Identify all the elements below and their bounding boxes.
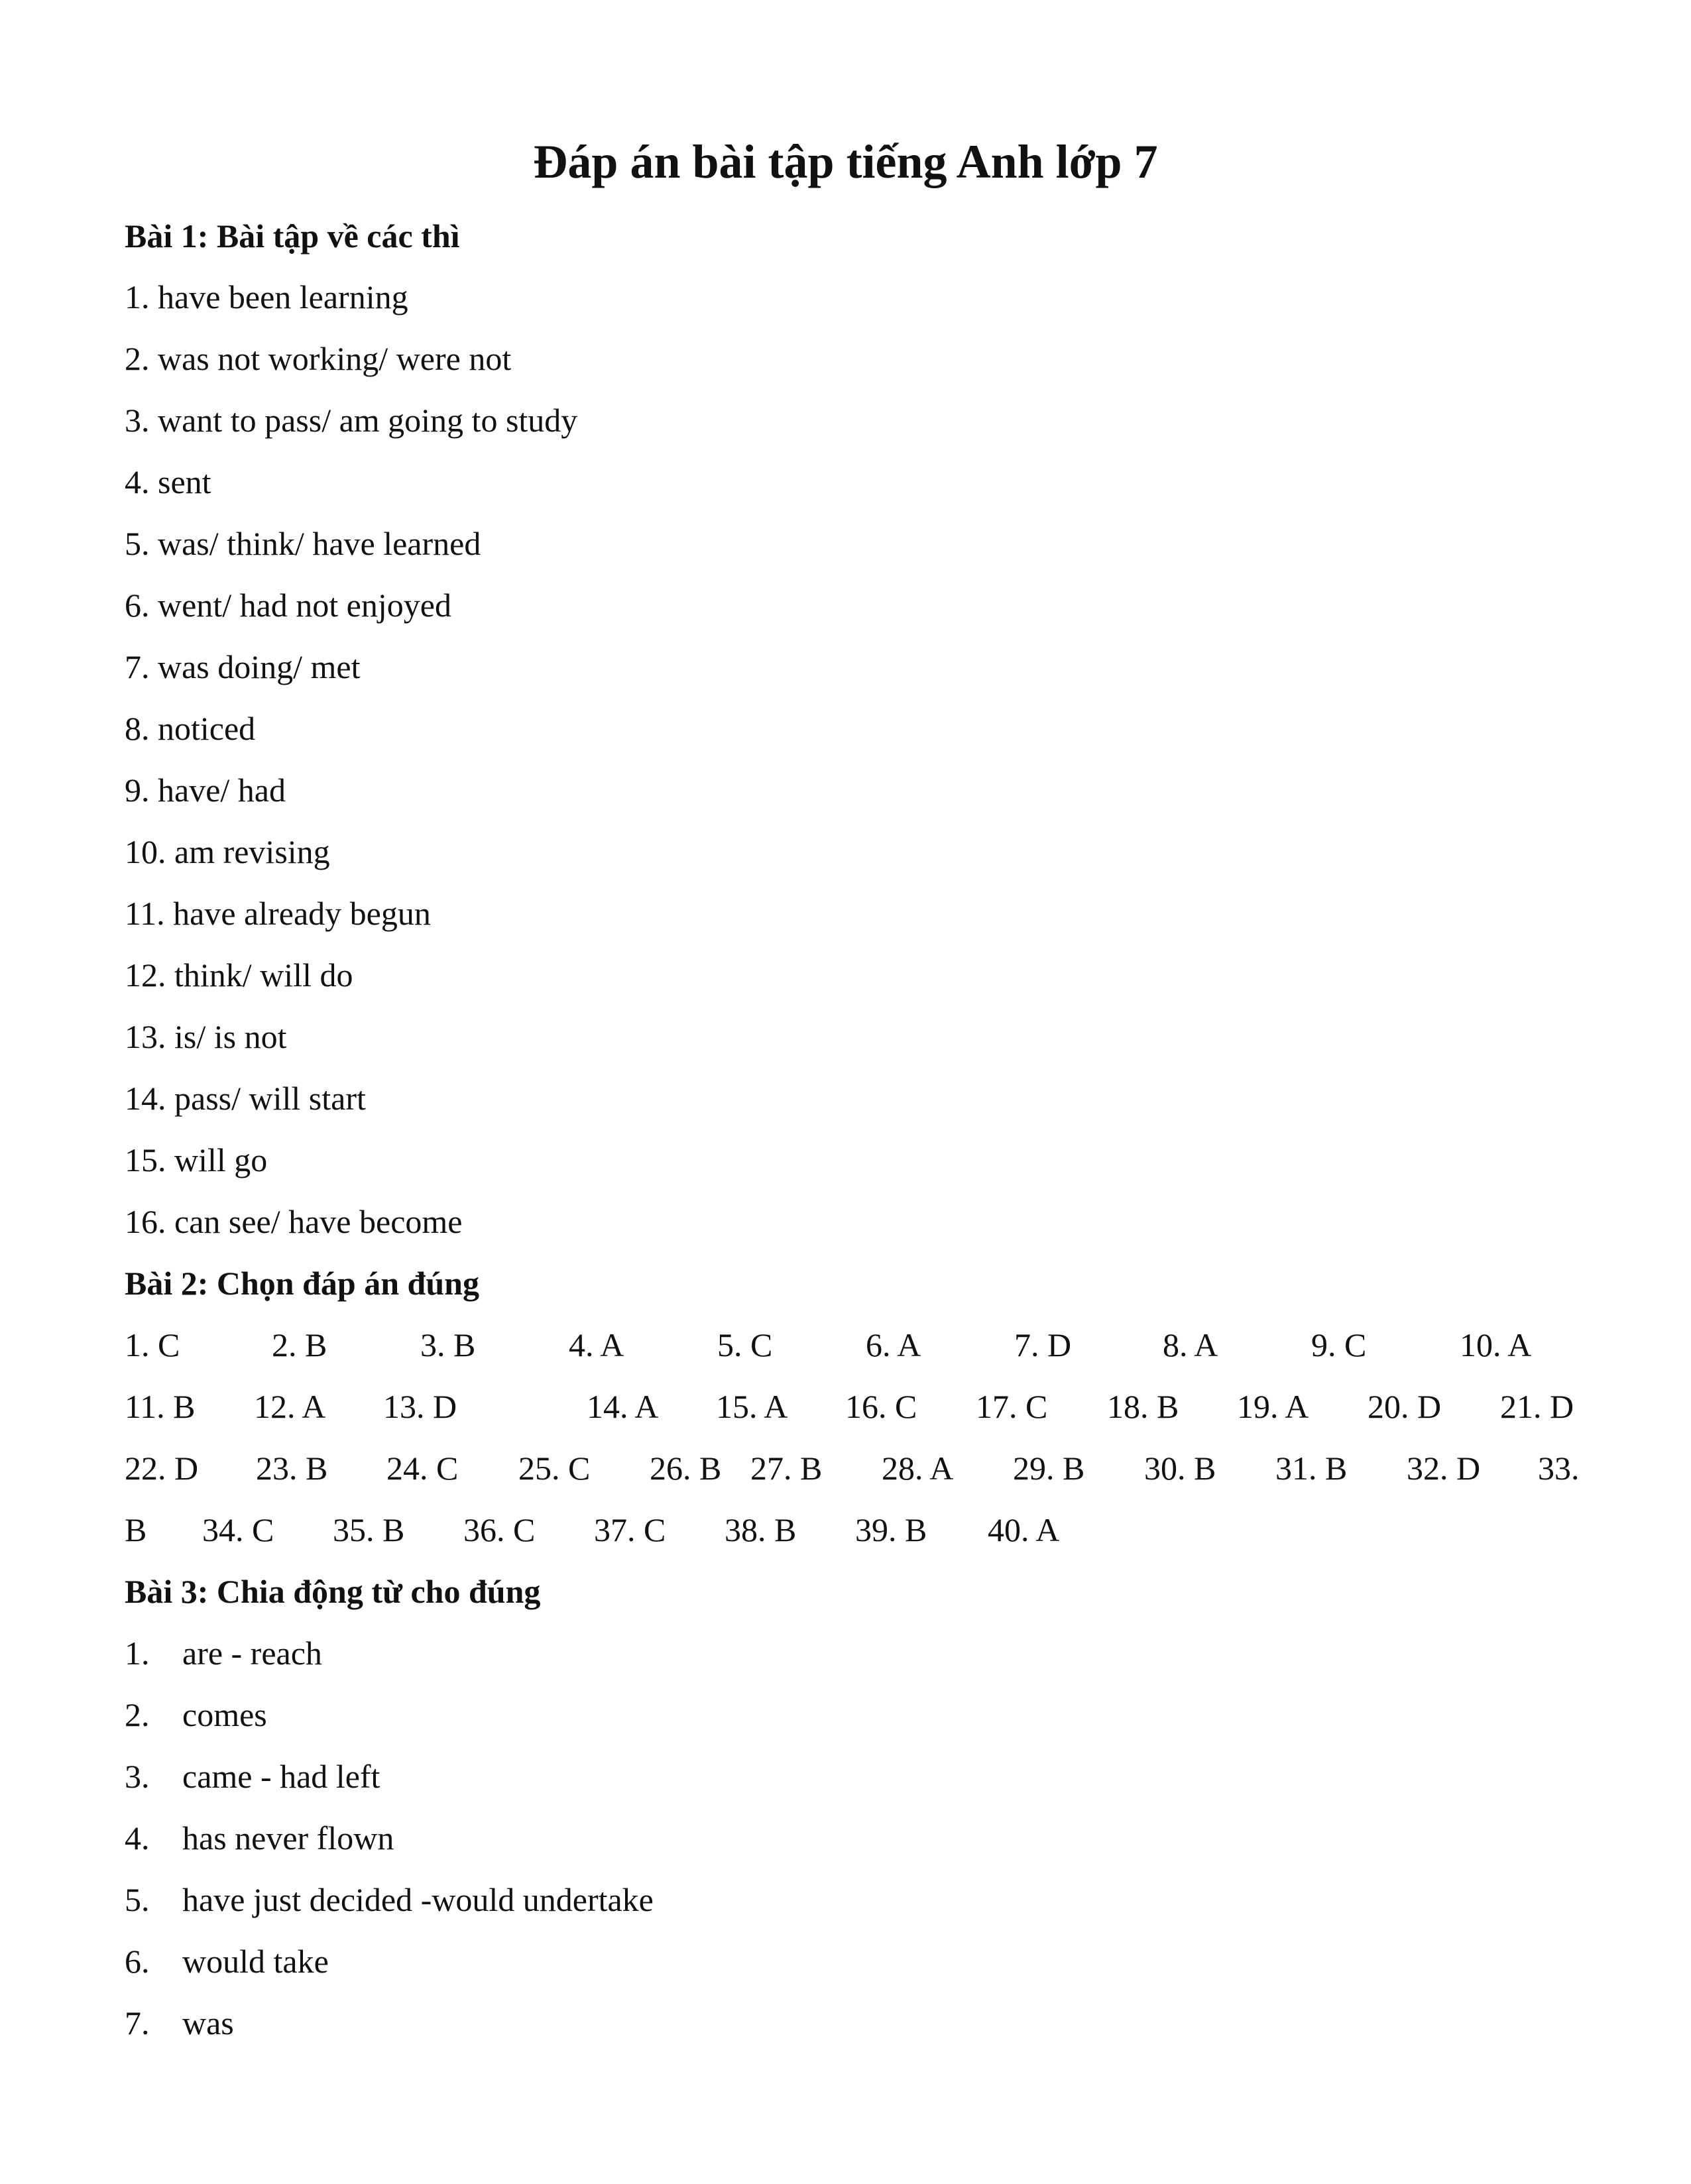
list-number: 4. [125, 1819, 150, 1857]
answer-cell: 29. B [1013, 1450, 1085, 1487]
list-number: 5. [125, 1881, 150, 1918]
answer-line: 2. was not working/ were not [125, 340, 512, 377]
list-item: comes [182, 1696, 267, 1733]
list-number: 2. [125, 1696, 150, 1733]
answer-cell: 37. C [594, 1511, 666, 1548]
list-number: 3. [125, 1758, 150, 1795]
list-item: have just decided -would undertake [182, 1881, 654, 1918]
answer-line: 16. can see/ have become [125, 1203, 463, 1240]
answer-cell: 35. B [333, 1511, 405, 1548]
answer-cell: 22. D [125, 1450, 199, 1487]
answer-cell: 24. C [386, 1450, 459, 1487]
list-number: 7. [125, 2004, 150, 2041]
answer-cell: 1. C [125, 1326, 180, 1363]
list-item: was [182, 2004, 234, 2041]
answer-line: 1. have been learning [125, 278, 408, 316]
answer-cell: 21. D [1500, 1388, 1574, 1425]
answer-cell: 26. B [650, 1450, 722, 1487]
answer-line: 7. was doing/ met [125, 648, 361, 685]
answer-cell: 19. A [1237, 1388, 1309, 1425]
answer-cell: 32. D [1407, 1450, 1481, 1487]
answer-cell: B [125, 1511, 147, 1548]
answer-line: 8. noticed [125, 710, 256, 747]
answer-line: 5. was/ think/ have learned [125, 525, 481, 562]
answer-cell: 8. A [1163, 1326, 1218, 1363]
list-item: would take [182, 1943, 329, 1980]
list-number: 1. [125, 1635, 150, 1672]
answer-cell: 11. B [125, 1388, 196, 1425]
answer-line: 15. will go [125, 1141, 268, 1178]
answer-cell: 28. A [882, 1450, 954, 1487]
answer-cell: 18. B [1107, 1388, 1179, 1425]
answer-cell: 27. B [750, 1450, 823, 1487]
answer-cell: 25. C [518, 1450, 591, 1487]
answer-cell: 3. B [420, 1326, 476, 1363]
answer-cell: 33. [1538, 1450, 1580, 1487]
answer-cell: 13. D [383, 1388, 457, 1425]
answer-cell: 23. B [256, 1450, 328, 1487]
answer-line: 6. went/ had not enjoyed [125, 587, 451, 624]
answer-cell: 6. A [866, 1326, 921, 1363]
answer-cell: 20. D [1368, 1388, 1442, 1425]
answer-cell: 17. C [976, 1388, 1048, 1425]
list-number: 6. [125, 1943, 150, 1980]
list-item: are - reach [182, 1635, 322, 1672]
page-title: Đáp án bài tập tiếng Anh lớp 7 [533, 135, 1158, 188]
section-heading-bai1: Bài 1: Bài tập về các thì [125, 217, 460, 255]
answer-cell: 34. C [202, 1511, 274, 1548]
answer-cell: 14. A [587, 1388, 659, 1425]
answer-cell: 15. A [716, 1388, 788, 1425]
answer-cell: 38. B [725, 1511, 797, 1548]
answer-line: 13. is/ is not [125, 1018, 287, 1055]
answer-cell: 30. B [1144, 1450, 1216, 1487]
answer-line: 14. pass/ will start [125, 1080, 366, 1117]
answer-cell: 7. D [1014, 1326, 1072, 1363]
answer-cell: 9. C [1311, 1326, 1367, 1363]
answer-line: 4. sent [125, 463, 211, 500]
answer-cell: 16. C [845, 1388, 917, 1425]
answer-cell: 4. A [569, 1326, 624, 1363]
answer-cell: 10. A [1460, 1326, 1532, 1363]
answer-line: 9. have/ had [125, 772, 286, 809]
list-item: has never flown [182, 1819, 394, 1857]
answer-line: 10. am revising [125, 833, 330, 870]
answer-cell: 12. A [254, 1388, 326, 1425]
section-heading-bai3: Bài 3: Chia động từ cho đúng [125, 1573, 541, 1610]
answer-cell: 5. C [717, 1326, 773, 1363]
answer-cell: 36. C [463, 1511, 536, 1548]
answer-line: 3. want to pass/ am going to study [125, 402, 578, 439]
answer-cell: 40. A [988, 1511, 1060, 1548]
answer-cell: 31. B [1275, 1450, 1348, 1487]
answer-cell: 39. B [855, 1511, 927, 1548]
section-heading-bai2: Bài 2: Chọn đáp án đúng [125, 1265, 479, 1302]
answer-line: 11. have already begun [125, 895, 431, 932]
answer-cell: 2. B [272, 1326, 327, 1363]
answer-line: 12. think/ will do [125, 956, 353, 994]
list-item: came - had left [182, 1758, 380, 1795]
